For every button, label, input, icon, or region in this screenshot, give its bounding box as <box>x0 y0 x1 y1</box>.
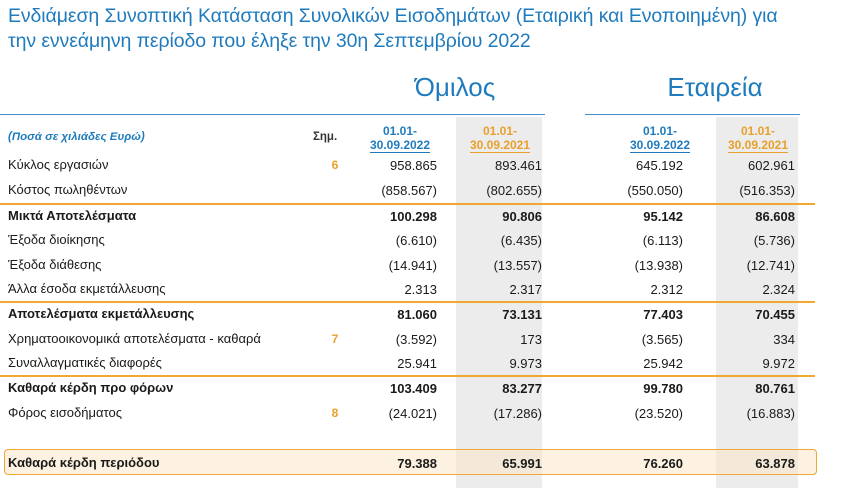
table-row <box>0 254 855 278</box>
period-header-line1: 01.01- <box>642 124 678 138</box>
value-group-2022: 2.313 <box>404 282 437 297</box>
row-label: Έξοδα διάθεσης <box>8 257 102 272</box>
value-group-2021: (6.435) <box>500 233 542 248</box>
value-company-2021: (16.883) <box>746 406 795 421</box>
table-row <box>0 278 855 302</box>
value-company-2022: 95.142 <box>643 209 683 224</box>
value-company-2021: 602.961 <box>748 158 795 173</box>
period-header-company-2021 <box>710 124 806 153</box>
value-company-2022: 645.192 <box>636 158 683 173</box>
period-header-line1: 01.01- <box>482 124 518 138</box>
period-header-line1: 01.01- <box>382 124 418 138</box>
value-company-2021: 9.972 <box>762 356 795 371</box>
table-row <box>0 179 855 203</box>
table-row <box>0 402 855 426</box>
value-group-2022: 25.941 <box>397 356 437 371</box>
period-header-line2: 30.09.2022 <box>629 138 691 152</box>
value-group-2022: (14.941) <box>388 258 437 273</box>
value-company-2022: (13.938) <box>634 258 683 273</box>
value-group-2022: 100.298 <box>390 209 437 224</box>
value-group-2021: (17.286) <box>493 406 542 421</box>
row-label: Μικτά Αποτελέσματα <box>8 208 137 223</box>
table-row <box>0 328 855 352</box>
value-company-2021: 86.608 <box>755 209 795 224</box>
value-group-2022: 958.865 <box>390 158 437 173</box>
row-note: 6 <box>331 158 339 172</box>
company-heading-rule <box>585 114 800 115</box>
table-row <box>0 205 855 229</box>
value-group-2022: (3.592) <box>395 332 437 347</box>
table-row <box>0 303 855 327</box>
units-label: (Ποσά σε χιλιάδες Ευρώ) <box>8 131 145 143</box>
value-company-2021: (5.736) <box>753 233 795 248</box>
note-header: Σημ. <box>313 131 338 143</box>
period-header-group-2021 <box>452 124 548 153</box>
value-company-2021: 70.455 <box>755 307 795 322</box>
title-line-2: την εννεάμηνη περίοδο που έληξε την 30η Σεπτεμβρίου 2022 <box>8 30 531 52</box>
value-company-2021: 2.324 <box>762 282 795 297</box>
value-company-2022: 2.312 <box>650 282 683 297</box>
period-header-company-2022 <box>612 124 708 153</box>
row-label: Καθαρά κέρδη προ φόρων <box>8 380 174 395</box>
group-heading-rule <box>0 114 545 115</box>
value-group-2022: 103.409 <box>390 381 437 396</box>
period-header-line1: 01.01- <box>740 124 776 138</box>
period-header-line2: 30.09.2022 <box>369 138 431 152</box>
value-group-2021: 73.131 <box>502 307 542 322</box>
period-header-line2: 30.09.2021 <box>727 138 789 152</box>
value-company-2022: 77.403 <box>643 307 683 322</box>
period-header-group-2022 <box>352 124 448 153</box>
row-label: Έξοδα διοίκησης <box>8 232 105 247</box>
value-group-2021: 9.973 <box>509 356 542 371</box>
value-group-2021: 173 <box>520 332 542 347</box>
value-group-2021: 2.317 <box>509 282 542 297</box>
value-company-2022: (3.565) <box>641 332 683 347</box>
table-row <box>0 352 855 376</box>
row-note: 8 <box>331 406 339 420</box>
value-company-2022: (23.520) <box>634 406 683 421</box>
value-company-2022: 25.942 <box>643 356 683 371</box>
value-group-2021: 90.806 <box>502 209 542 224</box>
value-company-2021: 334 <box>773 332 795 347</box>
value-group-2022: (858.567) <box>381 183 437 198</box>
value-group-2022: 81.060 <box>397 307 437 322</box>
table-row <box>0 229 855 253</box>
value-group-2022: 79.388 <box>397 456 437 471</box>
group-heading: Όμιλος <box>414 72 496 102</box>
value-company-2022: (550.050) <box>627 183 683 198</box>
value-company-2021: (516.353) <box>739 183 795 198</box>
value-group-2021: 893.461 <box>495 158 542 173</box>
value-group-2021: (13.557) <box>493 258 542 273</box>
table-row <box>0 377 855 401</box>
table-row-net-profit <box>0 452 855 476</box>
table-row <box>0 154 855 178</box>
row-label: Φόρος εισοδήματος <box>8 405 122 420</box>
row-label: Κύκλος εργασιών <box>8 157 109 172</box>
row-label: Καθαρά κέρδη περιόδου <box>8 455 160 470</box>
value-company-2021: 63.878 <box>755 456 795 471</box>
value-company-2022: (6.113) <box>642 233 683 248</box>
value-company-2021: 80.761 <box>755 381 795 396</box>
row-label: Χρηματοοικονομικά αποτελέσματα - καθαρά <box>8 331 261 346</box>
row-label: Κόστος πωληθέντων <box>8 182 128 197</box>
value-group-2022: (24.021) <box>388 406 437 421</box>
value-company-2021: (12.741) <box>746 258 795 273</box>
row-label: Συναλλαγματικές διαφορές <box>8 355 162 370</box>
value-group-2021: (802.655) <box>486 183 542 198</box>
document-title <box>8 4 853 54</box>
row-label: Άλλα έσοδα εκμετάλλευσης <box>8 281 166 296</box>
value-group-2022: (6.610) <box>395 233 437 248</box>
value-group-2021: 83.277 <box>502 381 542 396</box>
row-label: Αποτελέσματα εκμετάλλευσης <box>8 306 195 321</box>
period-header-line2: 30.09.2021 <box>469 138 531 152</box>
row-note: 7 <box>331 332 339 346</box>
value-company-2022: 76.260 <box>643 456 683 471</box>
value-group-2021: 65.991 <box>502 456 542 471</box>
value-company-2022: 99.780 <box>643 381 683 396</box>
company-heading: Εταιρεία <box>667 72 763 102</box>
title-line-1: Ενδιάμεση Συνοπτική Κατάσταση Συνολικών Εισοδημάτων (Εταιρική και Ενοποιημένη) για <box>8 5 778 27</box>
